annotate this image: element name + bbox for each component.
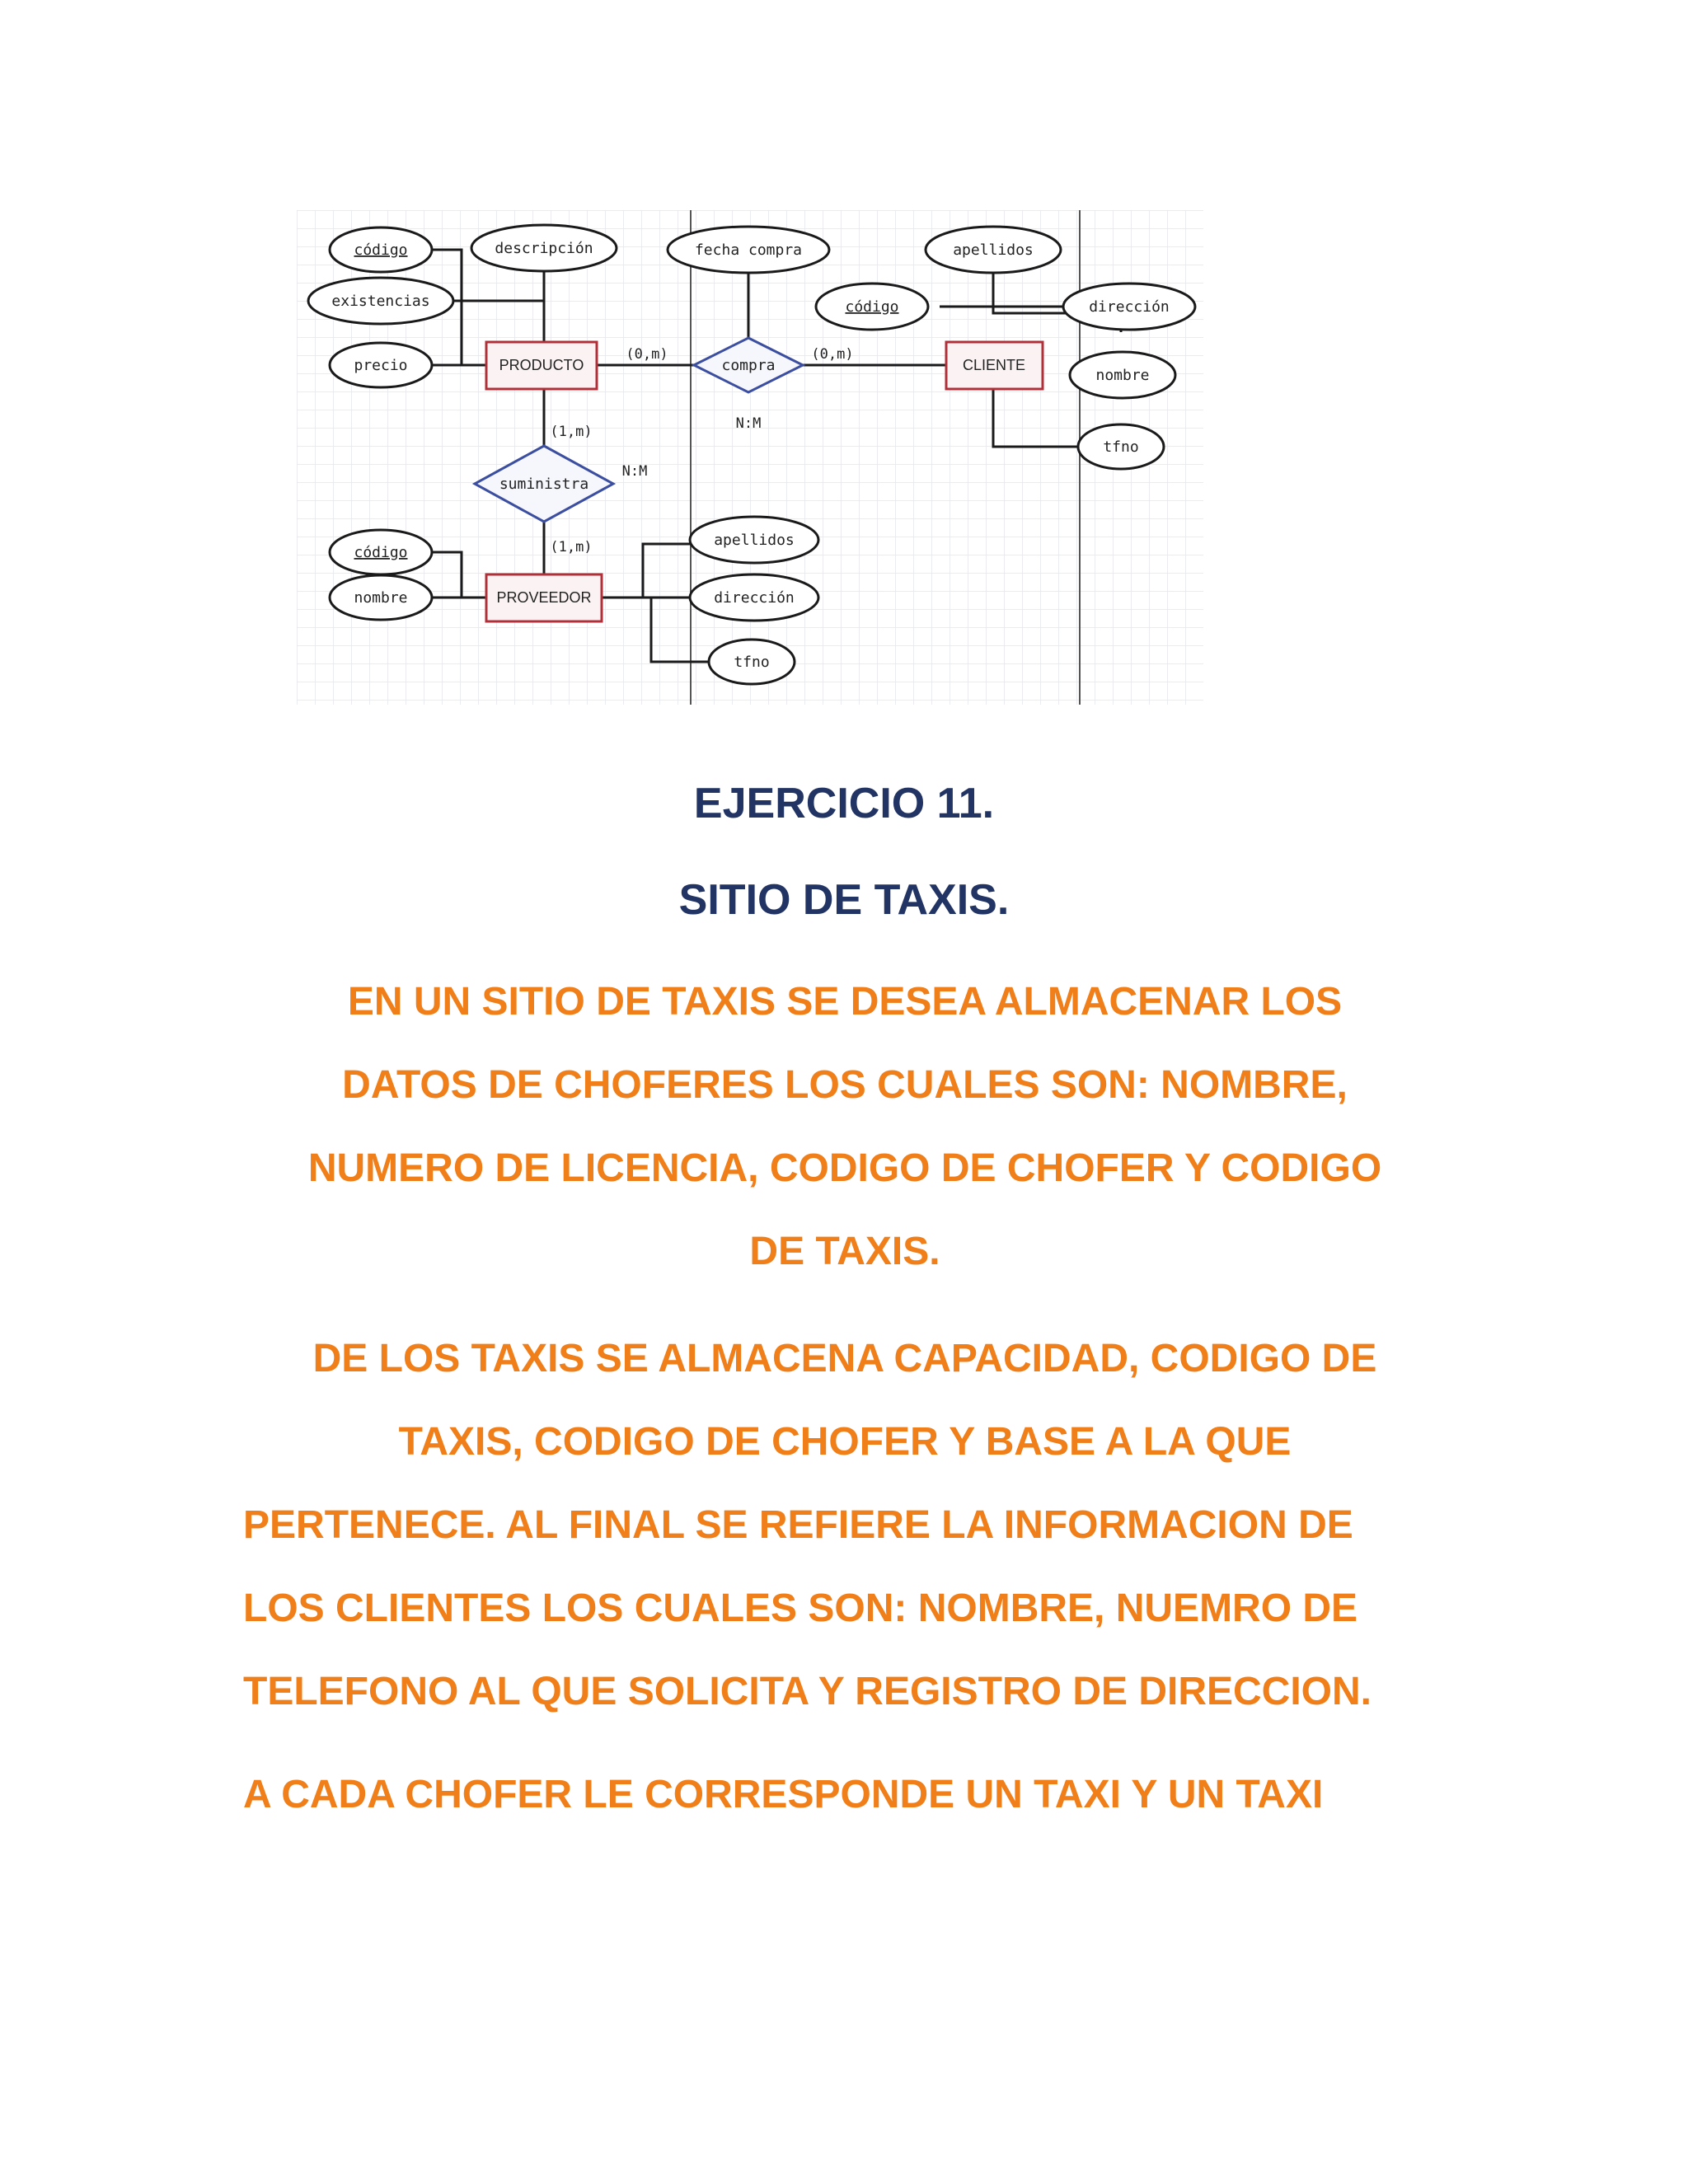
svg-text:fecha compra: fecha compra [694,241,803,259]
svg-text:apellidos: apellidos [714,532,795,549]
svg-text:existencias: existencias [331,293,430,310]
attribute-direccion-proveedor [690,574,818,621]
paragraph-chofer-taxi [223,1753,1467,1836]
cardinality-suministra-proveedor: (1,m) [550,539,593,555]
paragraph-taxis-clientes [223,1317,1467,1733]
attribute-precio [330,343,432,387]
cardinality-producto-suministra: (1,m) [550,424,593,440]
attribute-fecha-compra [668,227,829,273]
paragraph-line: LOS CLIENTES LOS CUALES SON: NOMBRE, NUEMRO DE [243,1586,1358,1630]
attribute-descripcion [471,225,617,271]
relation-suministra-label: suministra [499,476,589,493]
svg-text:código: código [354,241,408,259]
svg-text:nombre: nombre [1095,367,1150,384]
entity-cliente [946,342,1043,389]
svg-text:código: código [354,544,408,561]
svg-text:dirección: dirección [714,589,795,607]
paragraph-choferes [223,960,1467,1293]
attribute-tfno-proveedor [709,640,795,684]
entity-producto-label: PRODUCTO [499,357,584,373]
svg-text:tfno: tfno [1103,438,1139,456]
entity-cliente-label: CLIENTE [962,357,1026,373]
attribute-direccion-cliente [1063,284,1195,330]
paragraph-line: TAXIS, CODIGO DE CHOFER Y BASE A LA QUE [398,1420,1292,1464]
cardinality-compra-cliente: (0,m) [811,346,854,363]
attribute-codigo-proveedor [330,530,432,574]
svg-text:tfno: tfno [734,654,770,671]
attribute-codigo-cliente [816,284,928,330]
svg-text:código: código [845,298,899,316]
attribute-apellidos-cliente [926,227,1061,273]
svg-text:descripción: descripción [495,240,593,257]
entity-producto [486,342,597,389]
entity-proveedor [486,574,602,621]
attribute-nombre-cliente [1070,352,1175,398]
attribute-tfno-cliente [1078,424,1164,469]
er-diagram [297,210,1203,705]
paragraph-line: NUMERO DE LICENCIA, CODIGO DE CHOFER Y CODIGO [307,1146,1382,1190]
svg-text:dirección: dirección [1089,298,1170,316]
paragraph-line: DE TAXIS. [749,1230,940,1273]
cardinality-producto-compra: (0,m) [626,346,668,363]
paragraph-line: DATOS DE CHOFERES LOS CUALES SON: NOMBRE, [342,1063,1348,1107]
cardinality-compra-type: N:M [735,415,762,432]
svg-text:precio: precio [354,357,408,374]
paragraph-line: DE LOS TAXIS SE ALMACENA CAPACIDAD, CODIGO DE [312,1337,1377,1380]
attribute-nombre-proveedor [330,575,432,620]
svg-text:apellidos: apellidos [953,241,1034,259]
cardinality-suministra-type: N:M [621,463,648,480]
exercise-subtitle: SITIO DE TAXIS. [678,876,1010,924]
paragraph-line: PERTENECE. AL FINAL SE REFIERE LA INFORMACION DE [243,1503,1353,1547]
attribute-apellidos-proveedor [690,517,818,563]
attribute-codigo-producto [330,227,432,272]
paragraph-line: TELEFONO AL QUE SOLICITA Y REGISTRO DE DIRECCION. [243,1670,1372,1713]
entity-proveedor-label: PROVEEDOR [496,589,592,606]
relation-compra-label: compra [721,357,776,374]
paragraph-line: A CADA CHOFER LE CORRESPONDE UN TAXI Y UN TAXI [243,1773,1324,1816]
paragraph-line: EN UN SITIO DE TAXIS SE DESEA ALMACENAR LOS [347,980,1343,1024]
attribute-existencias [308,278,453,324]
svg-text:nombre: nombre [354,589,408,607]
exercise-title: EJERCICIO 11. [693,780,995,827]
